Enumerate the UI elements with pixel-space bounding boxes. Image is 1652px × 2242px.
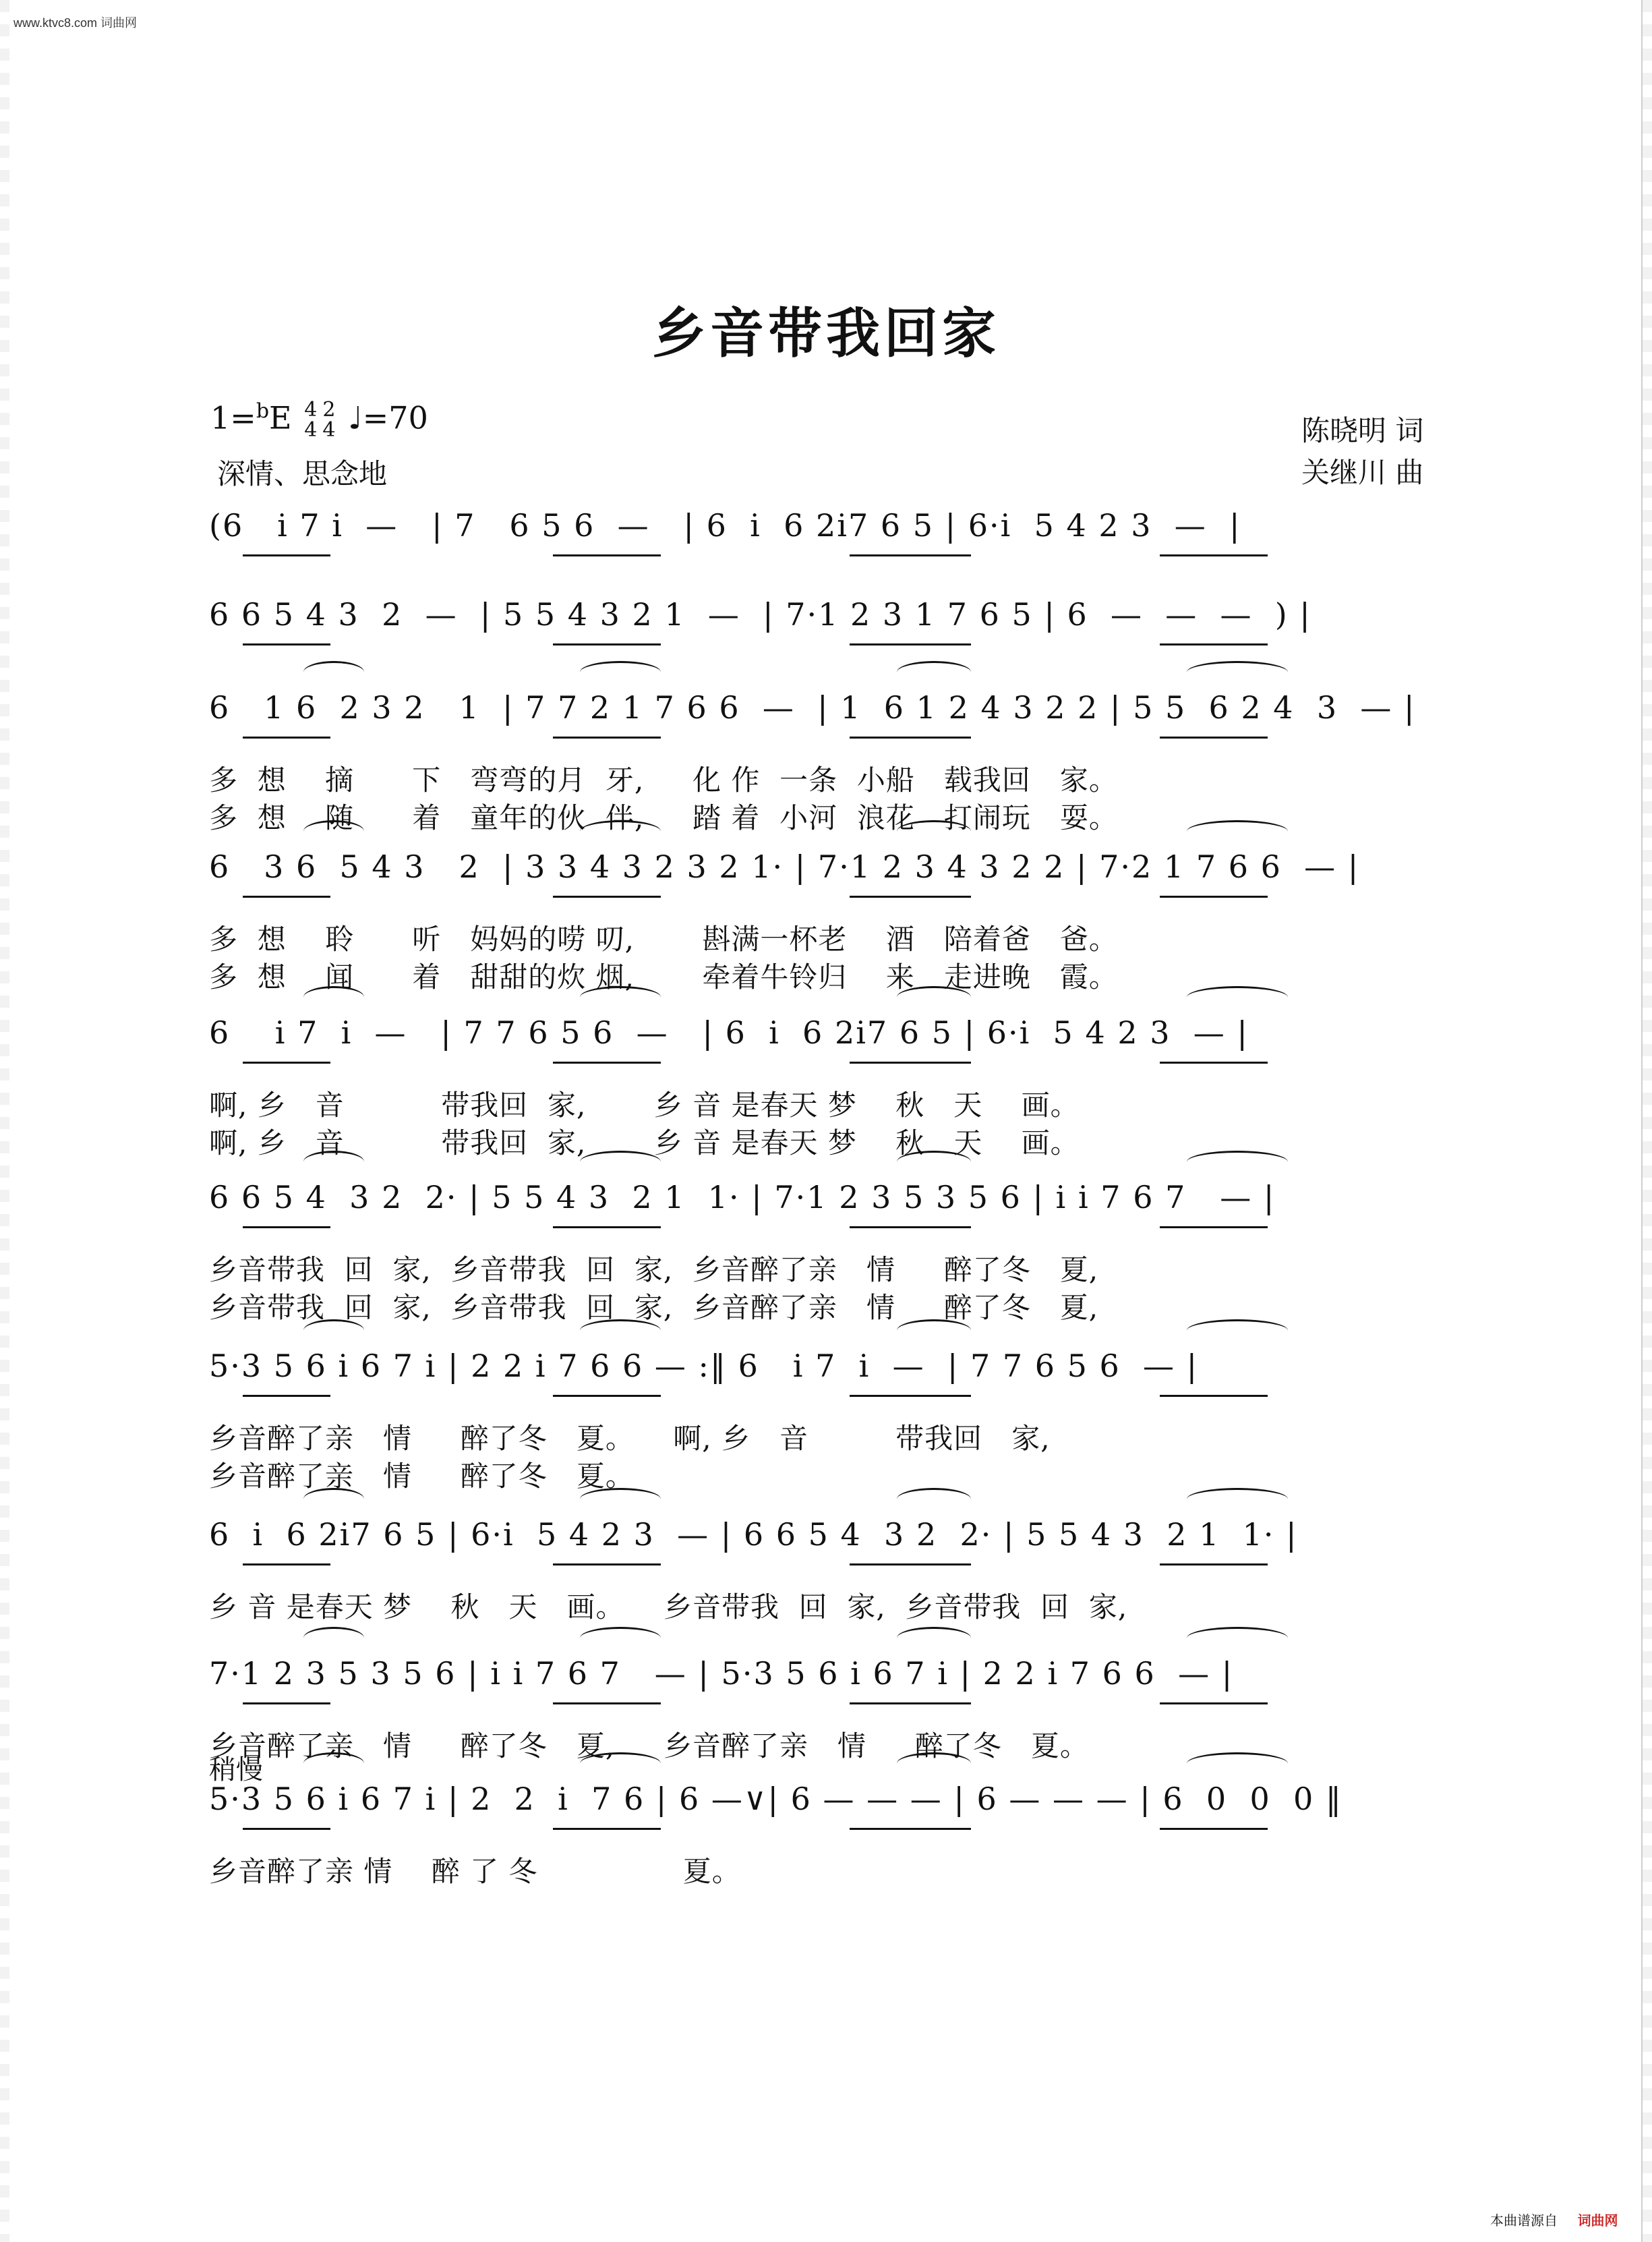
key-signature xyxy=(210,399,428,440)
beam-line xyxy=(850,1563,971,1565)
beam-line xyxy=(553,737,661,739)
lyric-line: 乡音醉了亲 情 醉了冬 夏。 啊, 乡 音 带我回 家, xyxy=(209,1422,1051,1455)
slur-mark xyxy=(303,1319,364,1342)
slur-mark xyxy=(897,661,971,683)
tempo-marking: ♩=70 xyxy=(348,399,428,436)
beam-line xyxy=(553,554,661,556)
notation-line: (6 i 7 i — | 7 6 5 6 — | 6 i 6 2i7 6 5 | 6·i 5 4 2 3 — | xyxy=(209,507,1241,544)
beam-line xyxy=(243,643,330,645)
slur-mark xyxy=(1187,1752,1288,1775)
notation-line: 5·3 5 6 i 6 7 i | 2 2 i 7 6 6 — :‖ 6 i 7 i — | 7 7 6 5 6 — | xyxy=(209,1348,1199,1384)
beam-line xyxy=(1160,1226,1268,1228)
notation-line: 6 6 5 4 3 2 — | 5 5 4 3 2 1 — | 7·1 2 3 1 7 6 5 | 6 — — — ) | xyxy=(209,596,1311,633)
beam-line xyxy=(243,554,330,556)
lyricist-credit: 陈晓明 词 xyxy=(1301,414,1424,447)
notation-line: 6 6 5 4 3 2 2· | 5 5 4 3 2 1 1· | 7·1 2 3 5 3 5 6 | i i 7 6 7 — | xyxy=(209,1179,1276,1215)
beam-line xyxy=(553,896,661,898)
site-label[interactable]: www.ktvc8.com 词曲网 xyxy=(13,16,138,30)
lyric-line: 乡音带我 回 家, 乡音带我 回 家, 乡音醉了亲 情 醉了冬 夏, xyxy=(209,1253,1099,1286)
lyric-line: 乡音醉了亲 情 醉了冬 夏。 xyxy=(209,1460,635,1493)
beam-line xyxy=(243,1226,330,1228)
beam-line xyxy=(243,1702,330,1704)
score-system-8 xyxy=(202,1516,1470,1577)
key-prefix: 1= xyxy=(210,399,256,436)
time-signature-a xyxy=(304,400,317,440)
slur-mark xyxy=(897,1752,971,1775)
beam-line xyxy=(1160,1563,1268,1565)
score-system-3 xyxy=(202,689,1470,750)
slur-mark xyxy=(1187,1151,1288,1173)
lyric-line: 啊, 乡 音 带我回 家, 乡 音 是春天 梦 秋 天 画。 xyxy=(209,1126,1080,1159)
slur-mark xyxy=(580,1627,661,1649)
song-title: 乡音带我回家 xyxy=(652,301,1000,365)
notation-line: 7·1 2 3 5 3 5 6 | i i 7 6 7 — | 5·3 5 6 i 6 7 i | 2 2 i 7 6 6 — | xyxy=(209,1655,1234,1692)
slur-mark xyxy=(303,1488,364,1510)
beam-line xyxy=(243,1828,330,1830)
slur-mark xyxy=(897,820,971,842)
slur-mark xyxy=(897,1319,971,1342)
slur-mark xyxy=(580,820,661,842)
slur-mark xyxy=(1187,820,1288,842)
beam-line xyxy=(243,1395,330,1397)
composer-credit: 关继川 曲 xyxy=(1301,456,1424,489)
lyric-line: 乡音醉了亲 情 醉了冬 夏, 乡音醉了亲 情 醉了冬 夏。 xyxy=(209,1729,1089,1762)
beam-line xyxy=(1160,643,1268,645)
expression-marking: 深情、思念地 xyxy=(217,457,388,490)
lyric-line: 多 想 闻 着 甜甜的炊 烟, 牵着牛铃归 来 走进晚 霞。 xyxy=(209,960,1118,994)
notation-line: 5·3 5 6 i 6 7 i | 2 2 i 7 6 | 6 —∨| 6 — — — | 6 — — — | 6 0 0 0 ‖ xyxy=(209,1781,1343,1817)
lyric-line: 乡音醉了亲 情 醉 了 冬 夏。 xyxy=(209,1855,741,1888)
slur-mark xyxy=(580,986,661,1008)
lyric-line: 乡音带我 回 家, 乡音带我 回 家, 乡音醉了亲 情 醉了冬 夏, xyxy=(209,1291,1099,1324)
lyric-line: 多 想 摘 下 弯弯的月 牙, 化 作 一条 小船 载我回 家。 xyxy=(209,764,1118,797)
slur-mark xyxy=(1187,1319,1288,1342)
slur-mark xyxy=(897,1488,971,1510)
key-tonic: E xyxy=(269,399,292,436)
notation-line: 6 i 7 i — | 7 7 6 5 6 — | 6 i 6 2i7 6 5 | 6·i 5 4 2 3 — | xyxy=(209,1014,1249,1051)
beam-line xyxy=(1160,554,1268,556)
beam-line xyxy=(850,1062,971,1064)
score-system-6 xyxy=(202,1179,1470,1240)
slur-mark xyxy=(1187,986,1288,1008)
beam-line xyxy=(850,1702,971,1704)
beam-line xyxy=(850,896,971,898)
notation-line: 6 i 6 2i7 6 5 | 6·i 5 4 2 3 — | 6 6 5 4 3 2 2· | 5 5 4 3 2 1 1· | xyxy=(209,1516,1298,1553)
beam-line xyxy=(850,1828,971,1830)
score-system-1 xyxy=(202,507,1470,568)
slur-mark xyxy=(580,661,661,683)
footer-logo[interactable]: 词曲网 xyxy=(1577,2214,1618,2229)
slur-mark xyxy=(897,1627,971,1649)
slur-mark xyxy=(897,1151,971,1173)
beam-line xyxy=(243,1563,330,1565)
beam-line xyxy=(1160,1062,1268,1064)
beam-line xyxy=(850,1395,971,1397)
beam-line xyxy=(1160,896,1268,898)
beam-line xyxy=(850,737,971,739)
slur-mark xyxy=(580,1752,661,1775)
beam-line xyxy=(243,737,330,739)
beam-line xyxy=(553,1828,661,1830)
beam-line xyxy=(1160,1828,1268,1830)
time-a-denominator: 4 xyxy=(304,418,318,442)
slur-mark xyxy=(580,1319,661,1342)
time-b-denominator: 4 xyxy=(322,418,336,442)
slur-mark xyxy=(303,1752,364,1775)
slur-mark xyxy=(303,820,364,842)
footer xyxy=(1490,2210,1618,2229)
time-a-numerator: 4 xyxy=(304,398,318,422)
score-system-9 xyxy=(202,1655,1470,1716)
notation-line: 6 1 6 2 3 2 1 | 7 7 2 1 7 6 6 — | 1 6 1 2 4 3 2 2 | 5 5 6 2 4 3 — | xyxy=(209,689,1416,726)
score-system-2 xyxy=(202,596,1470,657)
lyric-line: 啊, 乡 音 带我回 家, 乡 音 是春天 梦 秋 天 画。 xyxy=(209,1089,1080,1122)
slur-mark xyxy=(1187,1488,1288,1510)
beam-line xyxy=(553,1062,661,1064)
slur-mark xyxy=(303,1627,364,1649)
beam-line xyxy=(553,1702,661,1704)
lyric-line: 多 想 聆 听 妈妈的唠 叨, 斟满一杯老 酒 陪着爸 爸。 xyxy=(209,923,1118,956)
time-signature-b xyxy=(322,400,335,440)
slur-mark xyxy=(1187,661,1288,683)
slur-mark xyxy=(580,1488,661,1510)
beam-line xyxy=(553,1563,661,1565)
time-b-numerator: 2 xyxy=(322,398,336,422)
notation-line: 6 3 6 5 4 3 2 | 3 3 4 3 2 3 2 1· | 7·1 2 3 4 3 2 2 | 7·2 1 7 6 6 — | xyxy=(209,849,1360,885)
slur-mark xyxy=(897,986,971,1008)
beam-line xyxy=(553,1395,661,1397)
lyric-line: 乡 音 是春天 梦 秋 天 画。 乡音带我 回 家, 乡音带我 回 家, xyxy=(209,1590,1128,1623)
slur-mark xyxy=(303,661,364,683)
slur-mark xyxy=(303,986,364,1008)
slur-mark xyxy=(580,1151,661,1173)
footer-text: 本曲谱源自 xyxy=(1490,2214,1558,2229)
score-system-4 xyxy=(202,849,1470,909)
slur-mark xyxy=(1187,1627,1288,1649)
score-system-5 xyxy=(202,1014,1470,1075)
beam-line xyxy=(850,554,971,556)
beam-line xyxy=(850,643,971,645)
slur-mark xyxy=(303,1151,364,1173)
beam-line xyxy=(553,643,661,645)
score-system-7 xyxy=(202,1348,1470,1408)
beam-line xyxy=(553,1226,661,1228)
beam-line xyxy=(243,1062,330,1064)
flat-sign: b xyxy=(256,399,270,423)
lyric-line: 多 想 随 着 童年的伙 伴, 踏 着 小河 浪花 打闹玩 耍。 xyxy=(209,801,1118,834)
beam-line xyxy=(1160,1702,1268,1704)
beam-line xyxy=(1160,1395,1268,1397)
score-system-10 xyxy=(202,1781,1470,1841)
tempo-change-marking: 稍慢 xyxy=(209,1754,263,1785)
beam-line xyxy=(243,896,330,898)
beam-line xyxy=(1160,737,1268,739)
beam-line xyxy=(850,1226,971,1228)
